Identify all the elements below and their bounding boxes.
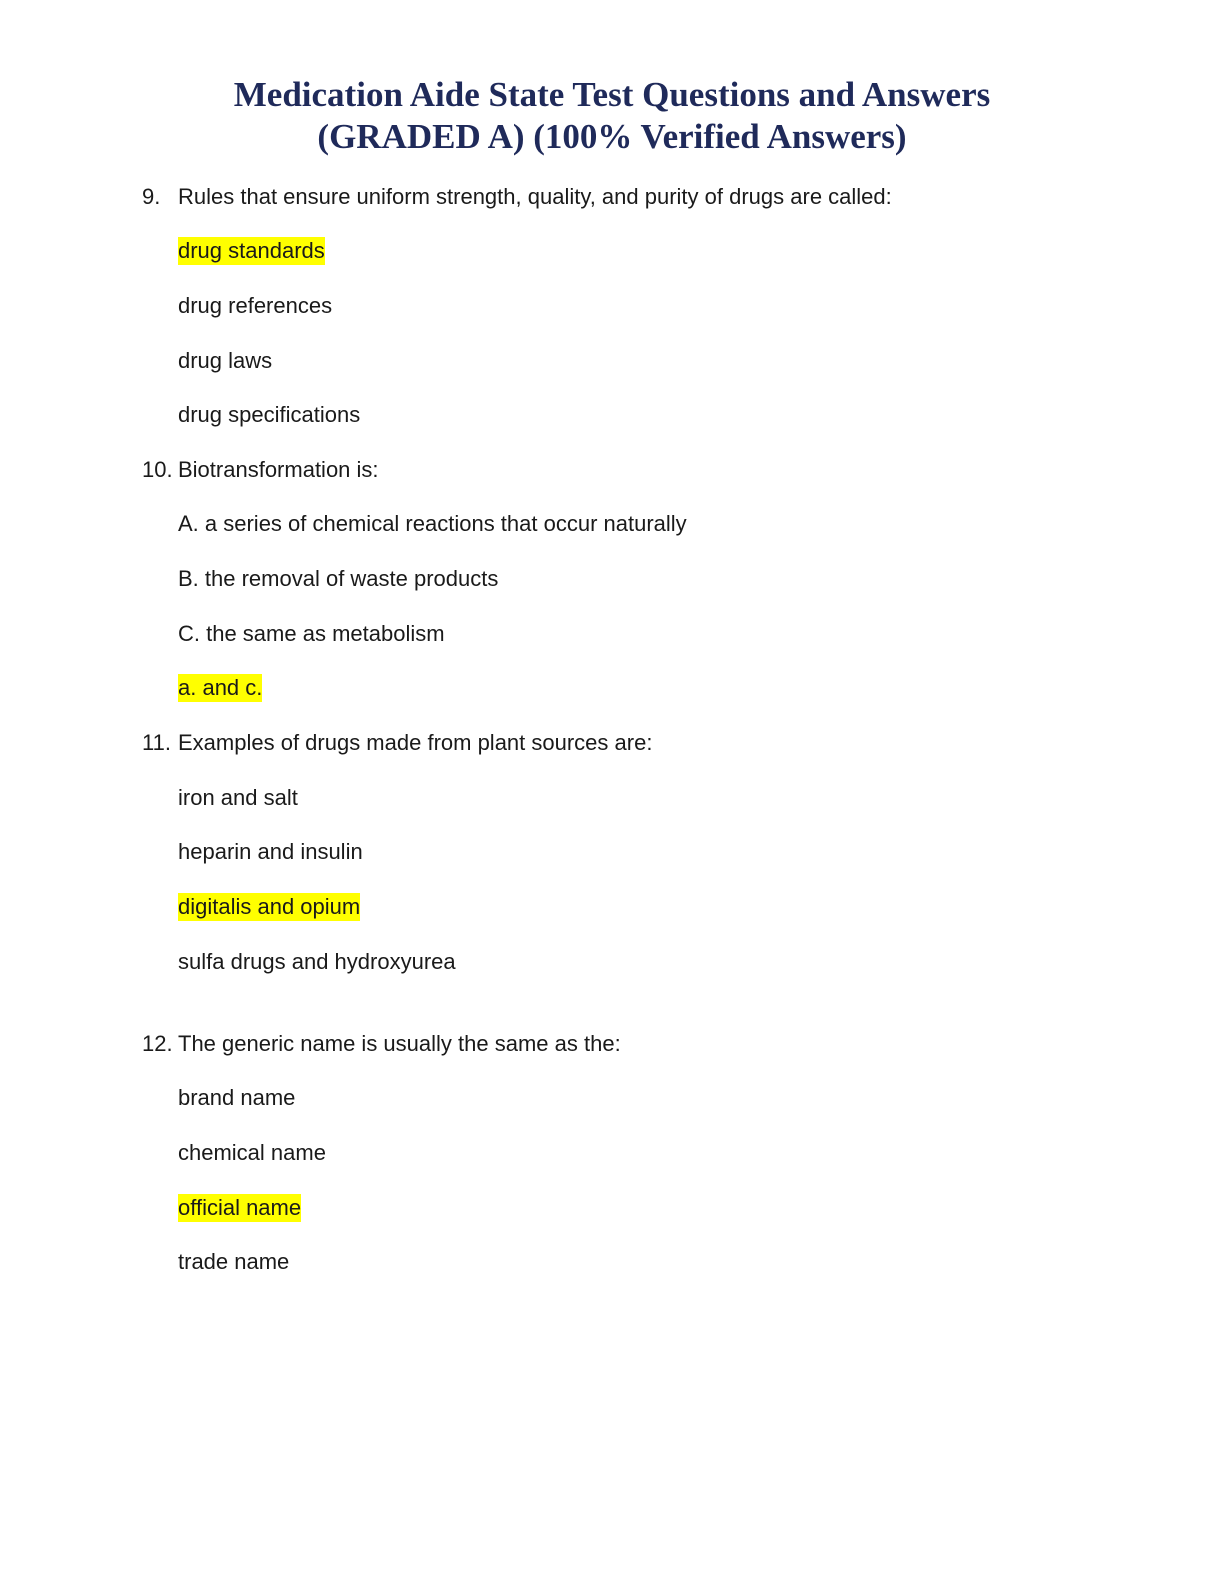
answer-option: trade name: [178, 1249, 290, 1274]
answer-option: iron and salt: [178, 785, 298, 810]
answer-option-highlighted: a. and c.: [178, 675, 263, 700]
answer-option: brand name: [178, 1085, 296, 1110]
question-number: 11.: [142, 730, 171, 755]
question-number: 10.: [142, 457, 173, 482]
answer-option: drug specifications: [178, 402, 361, 427]
document-title-line-1: Medication Aide State Test Questions and Answers: [233, 75, 991, 114]
document-title-line-2: (GRADED A) (100% Verified Answers): [317, 117, 907, 156]
question-text: Rules that ensure uniform strength, quality, and purity of drugs are called:: [178, 184, 892, 209]
answer-option: drug laws: [178, 348, 273, 373]
answer-option: drug references: [178, 293, 333, 318]
answer-option: chemical name: [178, 1140, 326, 1165]
question-text: Biotransformation is:: [178, 457, 379, 482]
answer-option: A. a series of chemical reactions that occur naturally: [178, 511, 687, 536]
question-number: 9.: [142, 184, 161, 209]
answer-option: B. the removal of waste products: [178, 566, 499, 591]
question-text: The generic name is usually the same as the:: [178, 1031, 621, 1056]
question-number: 12.: [142, 1031, 173, 1056]
question-text: Examples of drugs made from plant sources are:: [178, 730, 653, 755]
answer-option-highlighted: digitalis and opium: [178, 894, 361, 919]
answer-option-highlighted: official name: [178, 1195, 302, 1220]
answer-option-highlighted: drug standards: [178, 238, 325, 263]
answer-option: C. the same as metabolism: [178, 621, 445, 646]
answer-option: heparin and insulin: [178, 839, 363, 864]
answer-option: sulfa drugs and hydroxyurea: [178, 949, 456, 974]
